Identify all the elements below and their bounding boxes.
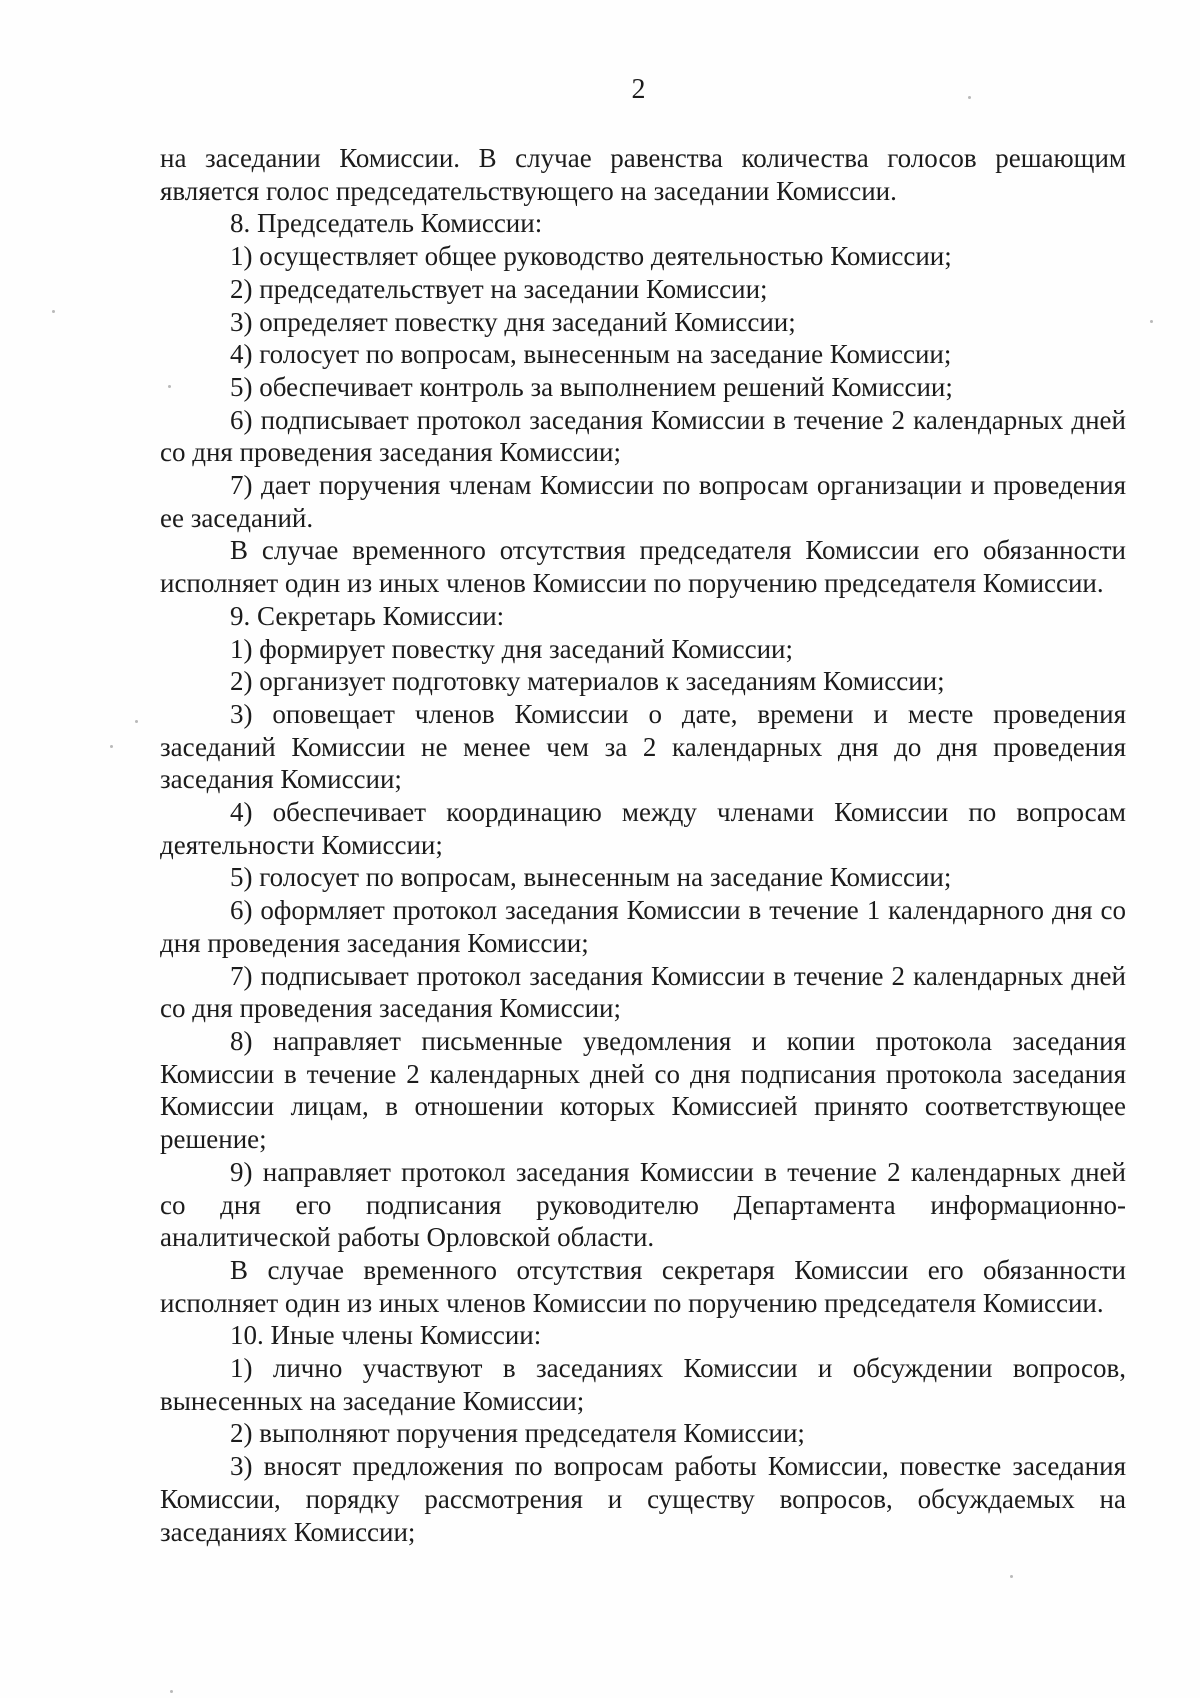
scan-speck: [135, 720, 138, 723]
scan-speck: [1150, 320, 1153, 323]
list-item: 2) выполняют поручения председателя Комиссии;: [230, 1418, 805, 1449]
scan-speck: [110, 745, 113, 748]
scan-speck: [168, 385, 171, 388]
paragraph-continuation: на заседании Комиссии. В случае равенства количества голосов решающим является голос председательствующего на заседании Комиссии.: [160, 143, 1126, 206]
list-item: 4) голосует по вопросам, вынесенным на заседание Комиссии;: [230, 339, 952, 370]
page-number: 2: [631, 74, 646, 105]
section-heading-other-members: 10. Иные члены Комиссии:: [230, 1320, 542, 1351]
list-item: 4) обеспечивает координацию между членами Комиссии по вопросам деятельности Комиссии;: [160, 797, 1126, 860]
list-item: 2) организует подготовку материалов к заседаниям Комиссии;: [230, 666, 945, 697]
section-heading-chairman: 8. Председатель Комиссии:: [230, 208, 543, 239]
scan-speck: [170, 1690, 173, 1693]
scan-speck: [1010, 1575, 1013, 1578]
document-body: [160, 142, 1126, 1548]
paragraph: В случае временного отсутствия секретаря Комиссии его обязанности исполняет один из иных членов Комиссии по поручению председателя Комиссии.: [160, 1254, 1126, 1318]
list-item: 5) обеспечивает контроль за выполнением решений Комиссии;: [230, 371, 953, 402]
list-item: 2) председательствует на заседании Комиссии;: [230, 273, 768, 304]
list-item: 9) направляет протокол заседания Комиссии в течение 2 календарных дней со дня его подписания руководителю Департамента информационно-аналитической работы Орловской области.: [160, 1156, 1126, 1253]
list-item: 5) голосует по вопросам, вынесенным на заседание Комиссии;: [230, 862, 952, 893]
list-item: 7) подписывает протокол заседания Комиссии в течение 2 календарных дней со дня проведения заседания Комиссии;: [160, 960, 1126, 1024]
list-item: 6) подписывает протокол заседания Комиссии в течение 2 календарных дней со дня проведения заседания Комиссии;: [160, 404, 1126, 468]
list-item: 7) дает поручения членам Комиссии по вопросам организации и проведения ее заседаний.: [160, 470, 1126, 533]
list-item: 6) оформляет протокол заседания Комиссии в течение 1 календарного дня со дня проведения заседания Комиссии;: [160, 895, 1126, 958]
section-heading-secretary: 9. Секретарь Комиссии:: [230, 600, 505, 631]
list-item: 1) лично участвуют в заседаниях Комиссии и обсуждении вопросов, вынесенных на заседание Комиссии;: [160, 1353, 1126, 1416]
list-item: 3) оповещает членов Комиссии о дате, времени и месте проведения заседаний Комиссии не менее чем за 2 календарных дня до дня проведения заседания Комиссии;: [160, 698, 1126, 795]
list-item: 3) определяет повестку дня заседаний Комиссии;: [230, 306, 796, 337]
paragraph: В случае временного отсутствия председателя Комиссии его обязанности исполняет один из иных членов Комиссии по поручению председателя Комиссии.: [160, 535, 1126, 599]
list-item: 3) вносят предложения по вопросам работы Комиссии, повестке заседания Комиссии, порядку рассмотрения и существу вопросов, обсуждаемых на заседаниях Комиссии;: [160, 1451, 1126, 1547]
list-item: 1) осуществляет общее руководство деятельностью Комиссии;: [230, 241, 952, 272]
list-item: 8) направляет письменные уведомления и копии протокола заседания Комиссии в течение 2 календарных дней со дня подписания протокола заседания Комиссии лицам, в отношении которых Комиссией принято соответствующее решение;: [160, 1025, 1126, 1155]
scan-speck: [968, 96, 971, 99]
list-item: 1) формирует повестку дня заседаний Комиссии;: [230, 633, 793, 664]
scan-speck: [52, 310, 55, 313]
